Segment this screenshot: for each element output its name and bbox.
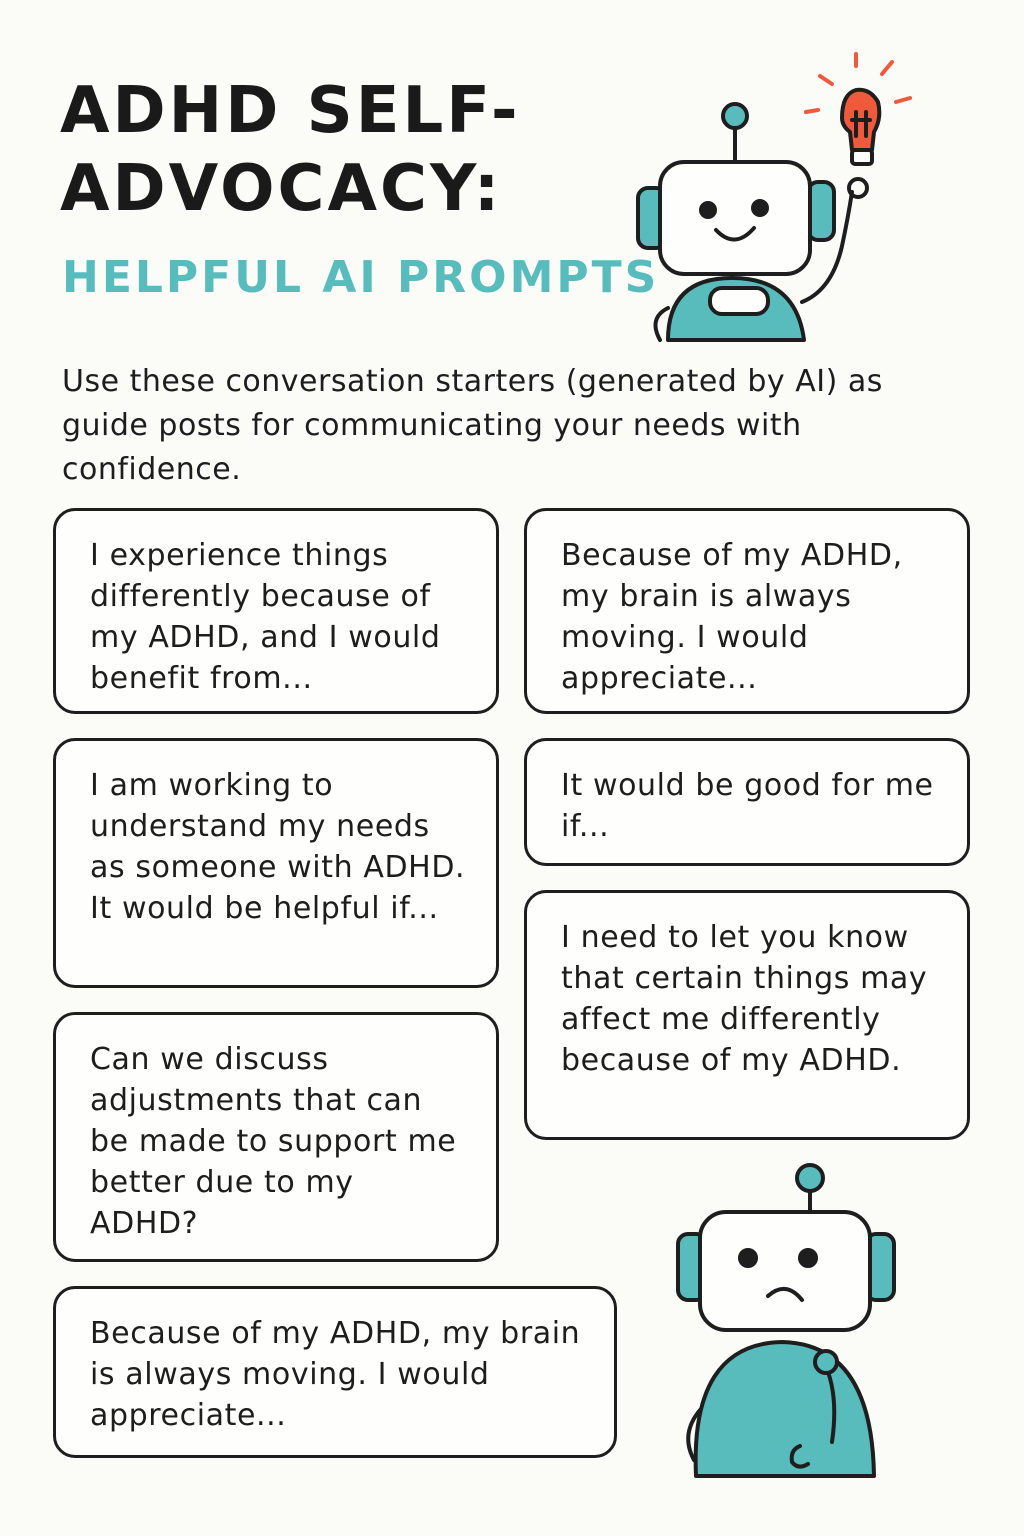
prompt-text: I am working to understand my needs as someone with ADHD. It would be helpful if... [90,768,466,926]
prompt-text: It would be good for me if... [561,768,934,844]
page-title: ADHD SELF-ADVOCACY: [60,74,521,226]
prompt-card [53,738,499,988]
page-subtitle: HELPFUL AI PROMPTS [62,252,660,303]
prompt-card [524,738,970,866]
prompt-text: Because of my ADHD, my brain is always moving. I would appreciate... [561,538,903,696]
prompt-card [53,1286,617,1458]
happy-robot-icon [620,40,930,350]
prompt-text: Can we discuss adjustments that can be made to support me better due to my ADHD? [90,1042,457,1241]
prompt-text: Because of my ADHD, my brain is always moving. I would appreciate... [90,1316,581,1433]
prompt-card [524,890,970,1140]
intro-text: Use these conversation starters (generated by AI) as guide posts for communicating your needs with confidence. [62,364,883,487]
prompt-text: I experience things differently because of my ADHD, and I would benefit from... [90,538,441,696]
sad-robot-icon [660,1150,920,1480]
prompt-card [53,1012,499,1262]
prompt-card [53,508,499,714]
prompt-text: I need to let you know that certain things may affect me differently because of my ADHD. [561,920,928,1078]
prompt-card [524,508,970,714]
